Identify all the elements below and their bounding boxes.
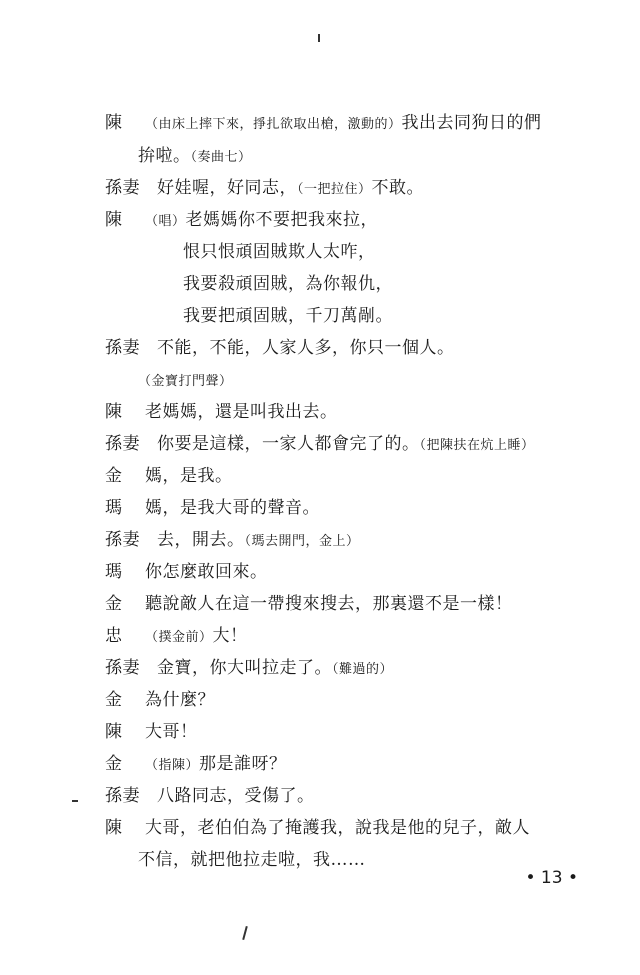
dialogue-line-ma-1 <box>105 497 615 519</box>
dialogue-text: 為什麼？ <box>145 690 215 710</box>
dialogue-line-jin-1 <box>105 465 615 487</box>
dialogue-line-sunqi-6 <box>105 785 615 807</box>
speaker: 孫妻 <box>105 178 140 198</box>
stage-direction: （指陳） <box>145 758 200 773</box>
speaker: 瑪 <box>105 562 123 582</box>
speaker: 孫妻 <box>105 658 140 678</box>
dialogue-text: 你怎麼敢回來。 <box>145 562 268 582</box>
print-mark <box>242 926 248 940</box>
dialogue-line-ma-2 <box>105 561 615 583</box>
dialogue-line-chen-3 <box>105 401 615 423</box>
dialogue-text: 我出去同狗日的們 <box>401 113 542 133</box>
dialogue-line-chen-4 <box>105 721 615 743</box>
speaker: 孫妻 <box>105 338 140 358</box>
speaker: 金 <box>105 594 123 614</box>
verse-line-1 <box>183 241 640 263</box>
dialogue-line-sunqi-5 <box>105 657 615 681</box>
speaker: 金 <box>105 466 123 486</box>
dialogue-line-chen-1 <box>105 112 615 136</box>
stage-direction: （瑪去開門，金上） <box>244 534 360 549</box>
stage-direction: （奏曲七） <box>190 150 252 165</box>
speaker: 陳 <box>105 113 123 133</box>
dialogue-text: 大哥，老伯伯為了掩護我，說我是他的兒子，敵人 <box>145 818 530 838</box>
speaker: 孫妻 <box>105 786 140 806</box>
speaker: 陳 <box>105 722 123 742</box>
speaker: 陳 <box>105 210 123 230</box>
print-mark <box>318 34 320 42</box>
page-number: • 13 • <box>525 868 578 888</box>
stage-direction: （由床上摔下來，掙扎欲取出槍，激動的） <box>145 117 402 132</box>
dialogue-text: 不能，不能，人家人多，你只一個人。 <box>157 338 455 358</box>
dialogue-line-jin-2 <box>105 593 615 615</box>
dialogue-text: 聽說敵人在這一帶搜來搜去，那裏還不是一樣！ <box>145 594 513 614</box>
dialogue-text: 媽，是我大哥的聲音。 <box>145 498 320 518</box>
dialogue-text: 那是誰呀？ <box>199 754 287 774</box>
dialogue-line-sunqi-3 <box>105 433 615 457</box>
stage-direction: （把陳扶在炕上睡） <box>419 438 535 453</box>
stage-direction: （撲金前） <box>145 630 213 645</box>
dialogue-line-jin-3 <box>105 689 615 711</box>
verse-line-2 <box>183 273 640 295</box>
dialogue-text: 去，開去。 <box>157 530 245 550</box>
dialogue-text-2: 不敢。 <box>371 178 425 198</box>
dialogue-text: 金寶，你大叫拉走了。 <box>157 658 332 678</box>
speaker: 金 <box>105 754 123 774</box>
dialogue-line-sunqi-4 <box>105 529 615 553</box>
dialogue-text: 拚啦。 <box>138 146 191 166</box>
stage-direction-line <box>138 369 640 393</box>
speaker: 金 <box>105 690 123 710</box>
verse-line-3 <box>183 305 640 327</box>
dialogue-line-zhong-1 <box>105 625 615 649</box>
dialogue-continuation <box>138 145 640 169</box>
dialogue-text: 大哥！ <box>145 722 198 742</box>
speaker: 瑪 <box>105 498 123 518</box>
dialogue-line-chen-5 <box>105 817 615 839</box>
dialogue-text: 八路同志，受傷了。 <box>157 786 315 806</box>
dialogue-text: 媽，是我。 <box>145 466 233 486</box>
print-mark-dash <box>72 800 78 802</box>
verse-text: 恨只恨頑固賊欺人太咋， <box>183 242 376 262</box>
dialogue-line-sunqi-2 <box>105 337 615 359</box>
speaker: 孫妻 <box>105 434 140 454</box>
speaker: 孫妻 <box>105 530 140 550</box>
dialogue-text: 你要是這樣，一家人都會完了的。 <box>157 434 420 454</box>
dialogue-line-jin-4 <box>105 753 615 777</box>
dialogue-line-chen-2 <box>105 209 615 233</box>
stage-direction: （一把拉住） <box>297 182 372 197</box>
dialogue-text: 老媽媽，還是叫我出去。 <box>145 402 338 422</box>
speaker: 陳 <box>105 402 123 422</box>
dialogue-line-sunqi-1 <box>105 177 615 201</box>
verse-text: 我要殺頑固賊，為你報仇， <box>183 274 393 294</box>
stage-direction: （唱） <box>145 214 186 229</box>
dialogue-text: 好娃喔，好同志， <box>157 178 297 198</box>
dialogue-text: 老媽媽你不要把我來拉， <box>185 210 379 230</box>
speaker: 陳 <box>105 818 123 838</box>
dialogue-text: 不信，就把他拉走啦，我…… <box>138 850 366 870</box>
stage-direction: （金寶打門聲） <box>138 374 233 389</box>
verse-text: 我要把頑固賊，千刀萬剮。 <box>183 306 393 326</box>
speaker: 忠 <box>105 626 123 646</box>
stage-direction: （難過的） <box>332 662 394 677</box>
dialogue-text: 大！ <box>212 626 248 646</box>
